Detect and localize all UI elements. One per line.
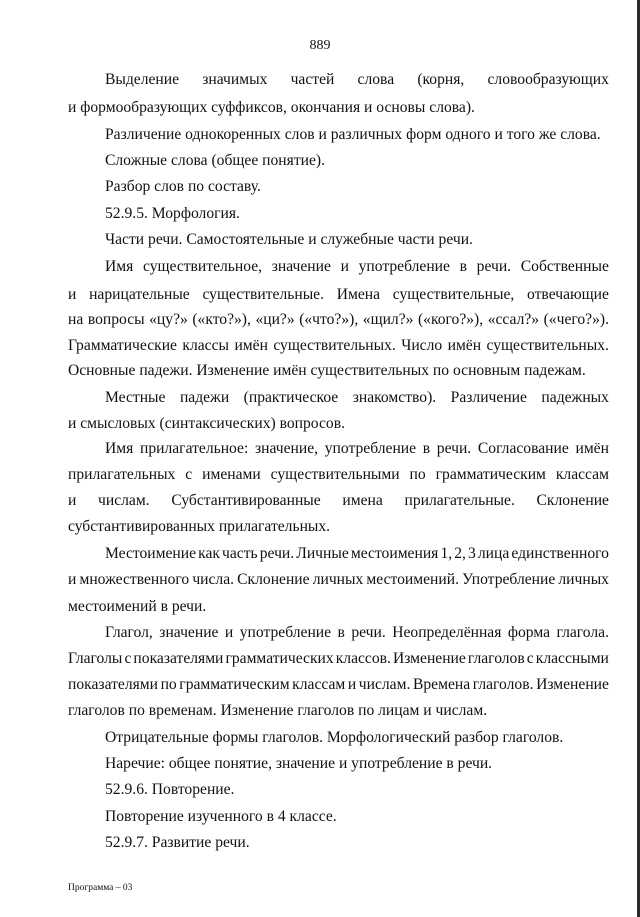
word: и xyxy=(347,676,357,693)
word: речи. xyxy=(351,624,386,641)
word: форма xyxy=(507,624,551,641)
word: Местоимение xyxy=(105,545,197,562)
word: существительные. xyxy=(202,286,324,303)
text-line: субстантивированных прилагательных. xyxy=(68,518,331,535)
text-line xyxy=(68,337,609,357)
word: (корня, xyxy=(417,71,465,88)
word: Изменение xyxy=(536,676,609,693)
text-line: Отрицательные формы глаголов. Морфологический разбор глаголов. xyxy=(105,729,564,746)
word: с xyxy=(526,650,534,667)
word: грамматических xyxy=(225,650,334,667)
text-line: Основные падежи. Изменение имён существительных по основным падежам. xyxy=(68,362,586,379)
word: имён xyxy=(447,337,482,354)
word: числам. xyxy=(358,676,411,693)
word: и xyxy=(68,286,77,303)
text-line xyxy=(68,676,609,696)
word: имён xyxy=(234,337,268,354)
word: («кто?»), xyxy=(192,311,251,328)
text-line: глаголов по временам. Изменение глаголов по лицам и числам. xyxy=(68,702,488,719)
word: словообразующих xyxy=(487,71,609,88)
word: часть xyxy=(222,545,258,562)
word: единственного xyxy=(511,545,609,562)
text-line: местоимений в речи. xyxy=(68,598,207,615)
word: речи. xyxy=(259,545,295,562)
word: местоимений. xyxy=(366,571,459,588)
word: классов. xyxy=(335,650,391,667)
text-line xyxy=(68,466,609,486)
word: существительных. xyxy=(273,337,396,354)
word: «щил?» xyxy=(362,311,414,328)
word: и xyxy=(68,571,77,588)
word: существительными xyxy=(270,466,400,483)
word: в xyxy=(337,624,345,641)
word: числам. xyxy=(98,492,150,509)
word: Времена xyxy=(412,676,471,693)
word: «ссал?» xyxy=(487,311,540,328)
word: 1, xyxy=(440,545,453,562)
word: грамматическим xyxy=(179,676,290,693)
word: частей xyxy=(290,71,335,88)
word: Выделение xyxy=(105,71,180,88)
text-line: и формообразующих суффиксов, окончания и основы слова). xyxy=(68,99,475,116)
word: значимых xyxy=(202,71,268,88)
word: имён xyxy=(575,440,609,457)
word: классы xyxy=(182,337,230,354)
word: речи. xyxy=(476,258,512,275)
text-line xyxy=(105,440,609,460)
word: как xyxy=(198,545,220,562)
text-line: Части речи. Самостоятельные и служебные части речи. xyxy=(105,231,473,248)
word: вопросы xyxy=(87,311,145,328)
text-line xyxy=(105,545,609,565)
word: именами xyxy=(202,466,261,483)
word: падежных xyxy=(541,389,609,406)
word: Число xyxy=(401,337,443,354)
word: («что?»), xyxy=(299,311,359,328)
word: Имя xyxy=(105,258,134,275)
word: показателями xyxy=(133,650,224,667)
word: знакомство). xyxy=(352,389,437,406)
text-line xyxy=(105,71,609,91)
word: по xyxy=(160,676,177,693)
text-line: Сложные слова (общее понятие). xyxy=(105,152,325,169)
text-line: Повторение изученного в 4 классе. xyxy=(105,808,337,825)
word: Употребление xyxy=(462,571,556,588)
word: глаголов xyxy=(467,650,525,667)
word: существительное, xyxy=(142,258,263,275)
word: нарицательные xyxy=(89,286,190,303)
text-line xyxy=(68,571,609,591)
word: речи. xyxy=(436,440,472,457)
text-line xyxy=(68,286,609,306)
word: (практическое xyxy=(243,389,339,406)
word: классам xyxy=(555,466,609,483)
word: прилагательные. xyxy=(404,492,515,509)
word: Субстантивированные xyxy=(171,492,321,509)
word: глаголов. xyxy=(472,676,534,693)
word: и xyxy=(224,624,234,641)
word: личных xyxy=(558,571,609,588)
word: показателями xyxy=(68,676,158,693)
word: грамматическим xyxy=(435,466,546,483)
word: («чего?»). xyxy=(543,311,609,328)
word: Неопределённая xyxy=(392,624,502,641)
page-footer: Программа – 03 xyxy=(68,883,133,893)
word: прилагательное: xyxy=(139,440,249,457)
word: Склонение xyxy=(536,492,609,509)
word: («кого?»), xyxy=(417,311,484,328)
word: на xyxy=(68,311,84,328)
text-line: 52.9.5. Морфология. xyxy=(105,205,240,222)
word: и xyxy=(68,492,77,509)
word: с xyxy=(185,466,193,483)
word: употребление xyxy=(239,624,332,641)
word: лица xyxy=(477,545,510,562)
word: «цу?» xyxy=(149,311,188,328)
text-line: 52.9.7. Развитие речи. xyxy=(105,834,250,851)
word: Согласование xyxy=(477,440,569,457)
word: личных xyxy=(312,571,364,588)
word: имена xyxy=(342,492,383,509)
word: с xyxy=(124,650,132,667)
word: и xyxy=(340,258,349,275)
word: числа. xyxy=(192,571,235,588)
word: Имя xyxy=(105,440,134,457)
text-line xyxy=(105,389,609,409)
word: классам xyxy=(292,676,346,693)
text-line xyxy=(105,624,609,644)
word: по xyxy=(409,466,426,483)
word: употребление xyxy=(324,440,417,457)
word: «ци?» xyxy=(255,311,295,328)
word: Грамматические xyxy=(68,337,177,354)
text-line: 52.9.6. Повторение. xyxy=(105,781,235,798)
word: Склонение xyxy=(237,571,310,588)
word: местоимения xyxy=(350,545,439,562)
text-line xyxy=(68,311,609,331)
text-line: Различение однокоренных слов и различных форм одного и того же слова. xyxy=(105,126,601,143)
page-number: 889 xyxy=(309,38,331,53)
word: значение xyxy=(159,624,219,641)
word: существительных. xyxy=(486,337,609,354)
word: в xyxy=(459,258,467,275)
word: Глагол, xyxy=(105,624,153,641)
word: Собственные xyxy=(520,258,609,275)
word: Глаголы xyxy=(68,650,123,667)
word: классными xyxy=(535,650,609,667)
word: Изменение xyxy=(392,650,466,667)
word: Личные xyxy=(296,545,349,562)
word: Различение xyxy=(450,389,527,406)
text-line: Разбор слов по составу. xyxy=(105,178,261,195)
word: Местные xyxy=(105,389,166,406)
word: прилагательных xyxy=(68,466,176,483)
word: множественного xyxy=(79,571,190,588)
word: слова xyxy=(357,71,395,88)
word: Имена xyxy=(336,286,381,303)
text-line xyxy=(68,650,609,670)
word: 3 xyxy=(468,545,476,562)
text-line: и смысловых (синтаксических) вопросов. xyxy=(68,415,345,432)
word: 2, xyxy=(454,545,466,562)
word: существительные, xyxy=(392,286,515,303)
word: употребление xyxy=(358,258,450,275)
word: отвечающие xyxy=(527,286,609,303)
word: в xyxy=(422,440,431,457)
text-line xyxy=(105,258,609,278)
word: падежи xyxy=(179,389,230,406)
word: глагола. xyxy=(556,624,609,641)
text-line: Наречие: общее понятие, значение и употребление в речи. xyxy=(105,755,493,772)
text-line xyxy=(68,492,609,512)
word: значение xyxy=(271,258,331,275)
word: значение, xyxy=(254,440,319,457)
